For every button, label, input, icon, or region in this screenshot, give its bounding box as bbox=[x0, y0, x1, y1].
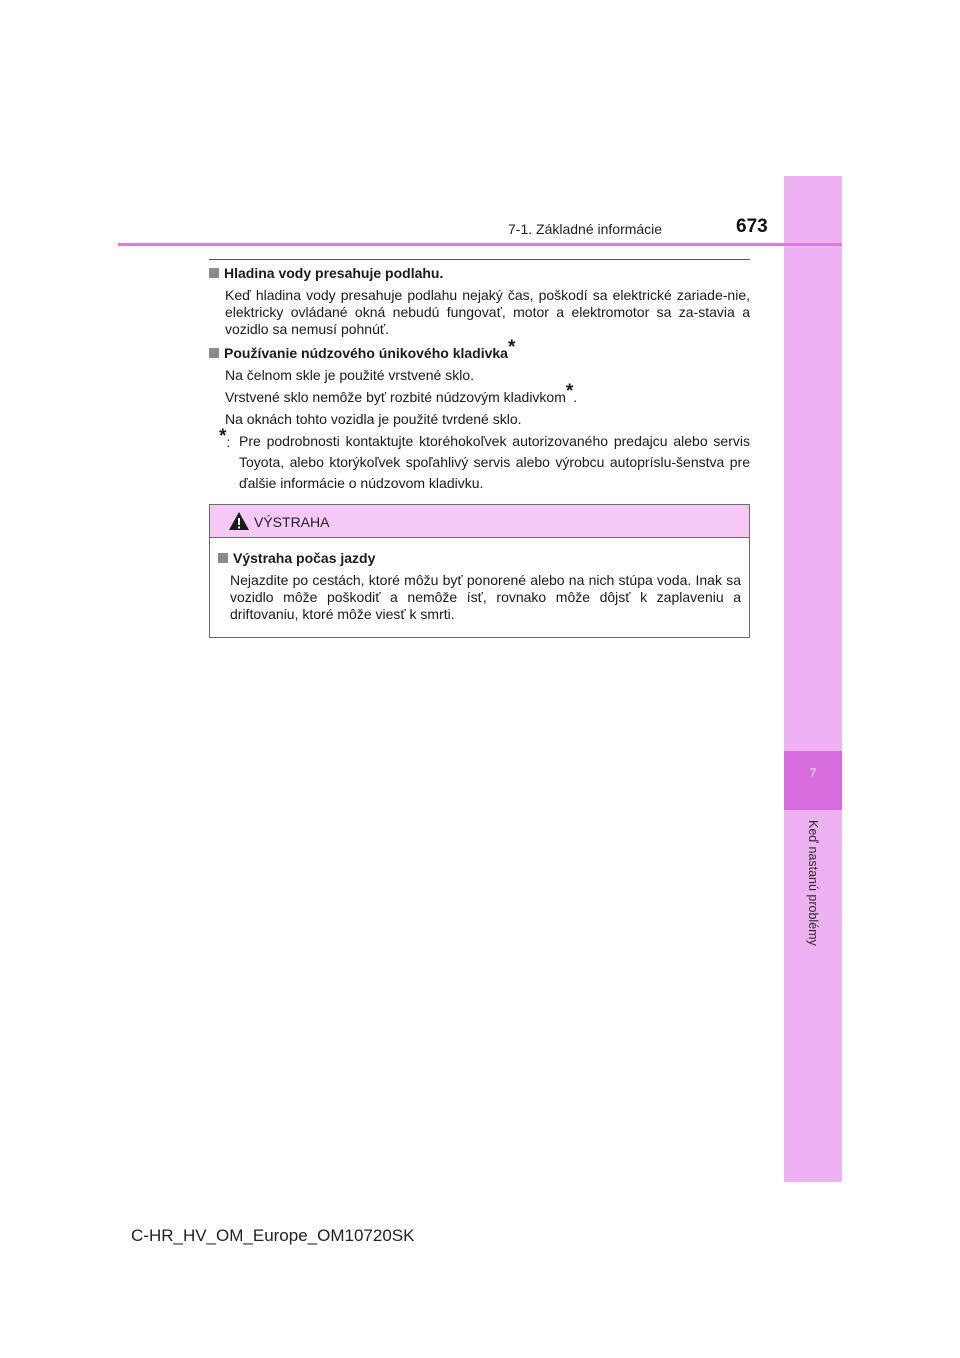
square-bullet-icon bbox=[218, 553, 228, 563]
chapter-title: Keď nastanú problémy bbox=[806, 820, 820, 946]
header-rule bbox=[118, 243, 842, 246]
hammer-heading bbox=[209, 337, 750, 362]
warning-heading bbox=[218, 550, 741, 567]
hammer-line-1: Na čelnom skle je použité vrstvené sklo. bbox=[225, 367, 474, 383]
hammer-heading-text: Používanie núdzového únikového kladivka bbox=[224, 345, 508, 361]
hammer-line-2-text: Vrstvené sklo nemôže byť rozbité núdzovým kladivkom bbox=[225, 389, 566, 405]
asterisk-mark: * bbox=[565, 381, 574, 402]
warning-label: VÝSTRAHA bbox=[254, 514, 330, 530]
page-number: 673 bbox=[736, 216, 768, 237]
water-heading-text: Hladina vody presahuje podlahu. bbox=[224, 265, 444, 281]
section-title: 7-1. Základné informácie bbox=[508, 221, 663, 237]
chapter-number-tab bbox=[784, 751, 842, 810]
warning-heading-text: Výstraha počas jazdy bbox=[233, 550, 376, 566]
hammer-line-2 bbox=[225, 381, 750, 406]
footnote-mark bbox=[219, 426, 239, 494]
hammer-line-2-end: . bbox=[573, 389, 578, 405]
warning-triangle-icon bbox=[228, 511, 250, 531]
asterisk-mark: * bbox=[219, 426, 227, 447]
warning-header bbox=[210, 505, 749, 538]
warning-body bbox=[210, 538, 749, 623]
warning-box bbox=[209, 504, 750, 638]
document-id: C-HR_HV_OM_Europe_OM10720SK bbox=[131, 1226, 415, 1245]
chapter-side-tab bbox=[784, 176, 842, 1182]
main-content bbox=[209, 265, 750, 494]
content-rule bbox=[209, 259, 750, 260]
footnote-text: Pre podrobnosti kontaktujte ktoréhokoľvek autorizovaného predajcu alebo servis Toyota, alebo ktorýkoľvek spoľahlivý servis alebo výrobcu autopríslu-šenstva pre ďalšie informácie o núdzovom kladivku. bbox=[239, 433, 750, 491]
hammer-line-3: Na oknách tohto vozidla je použité tvrdené sklo. bbox=[225, 411, 522, 427]
square-bullet-icon bbox=[209, 268, 219, 278]
square-bullet-icon bbox=[209, 348, 219, 358]
asterisk-mark: * bbox=[507, 337, 516, 358]
warning-paragraph: Nejazdite po cestách, ktoré môžu byť ponorené alebo na nich stúpa voda. Inak sa vozidlo môže poškodiť a nemôže ísť, rovnako môže dôjsť k zaplaveniu a driftovaniu, ktoré môže viesť k smrti. bbox=[230, 572, 741, 622]
water-heading bbox=[209, 265, 750, 282]
footnote bbox=[219, 426, 750, 494]
footnote-colon: : bbox=[226, 434, 231, 450]
chapter-number: 7 bbox=[809, 766, 817, 780]
water-paragraph: Keď hladina vody presahuje podlahu nejaký čas, poškodí sa elektrické zariade-nie, elektricky ovládané okná nebudú fungovať, motor a elektromotor sa za-stavia a vozidlo sa nemusí pohnúť. bbox=[225, 287, 750, 337]
